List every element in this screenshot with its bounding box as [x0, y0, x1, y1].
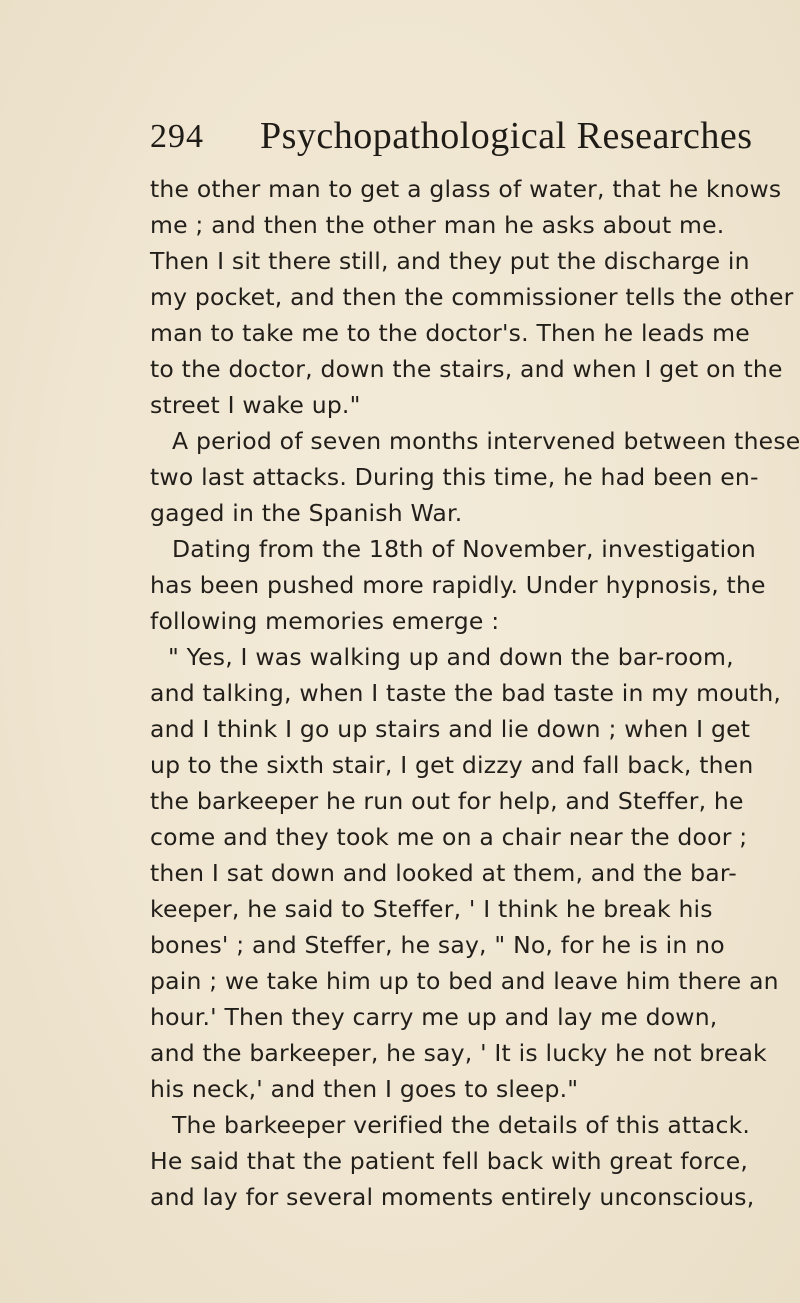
running-title: Psychopathological Researches [260, 115, 753, 157]
text-line: The barkeeper verified the details of this attack. [172, 1111, 751, 1139]
text-line: gaged in the Spanish War. [150, 499, 463, 527]
text-line: then I sat down and looked at them, and the bar- [150, 859, 737, 887]
text-line: A period of seven months intervened between these [172, 427, 800, 455]
text-line: my pocket, and then the commissioner tells the other [150, 283, 794, 311]
text-line: man to take me to the doctor's. Then he leads me [150, 319, 750, 347]
page-header [150, 114, 753, 164]
text-line: hour.' Then they carry me up and lay me down, [150, 1003, 718, 1031]
text-line: following memories emerge : [150, 607, 500, 635]
text-line: and talking, when I taste the bad taste in my mouth, [150, 679, 782, 707]
text-line: the barkeeper he run out for help, and Steffer, he [150, 787, 744, 815]
text-line: has been pushed more rapidly. Under hypnosis, the [150, 571, 766, 599]
text-line: his neck,' and then I goes to sleep." [150, 1075, 579, 1103]
text-line: up to the sixth stair, I get dizzy and fall back, then [150, 751, 754, 779]
text-line: bones' ; and Steffer, he say, " No, for he is in no [150, 931, 725, 959]
page-number: 294 [150, 118, 204, 155]
text-line: the other man to get a glass of water, that he knows [150, 175, 782, 203]
text-line: pain ; we take him up to bed and leave him there an [150, 967, 779, 995]
text-line: two last attacks. During this time, he had been en- [150, 463, 759, 491]
text-line: me ; and then the other man he asks about me. [150, 211, 725, 239]
text-line: Then I sit there still, and they put the discharge in [150, 247, 750, 275]
text-line: keeper, he said to Steffer, ' I think he break his [150, 895, 713, 923]
text-line: street I wake up." [150, 391, 361, 419]
text-line: Dating from the 18th of November, investigation [172, 535, 757, 563]
text-line: to the doctor, down the stairs, and when I get on the [150, 355, 783, 383]
text-line: come and they took me on a chair near the door ; [150, 823, 748, 851]
text-line: He said that the patient fell back with great force, [150, 1147, 749, 1175]
text-line: " Yes, I was walking up and down the bar-room, [168, 643, 734, 671]
text-line: and lay for several moments entirely unconscious, [150, 1183, 755, 1211]
text-line: and the barkeeper, he say, ' It is lucky he not break [150, 1039, 767, 1067]
text-line: and I think I go up stairs and lie down ; when I get [150, 715, 751, 743]
